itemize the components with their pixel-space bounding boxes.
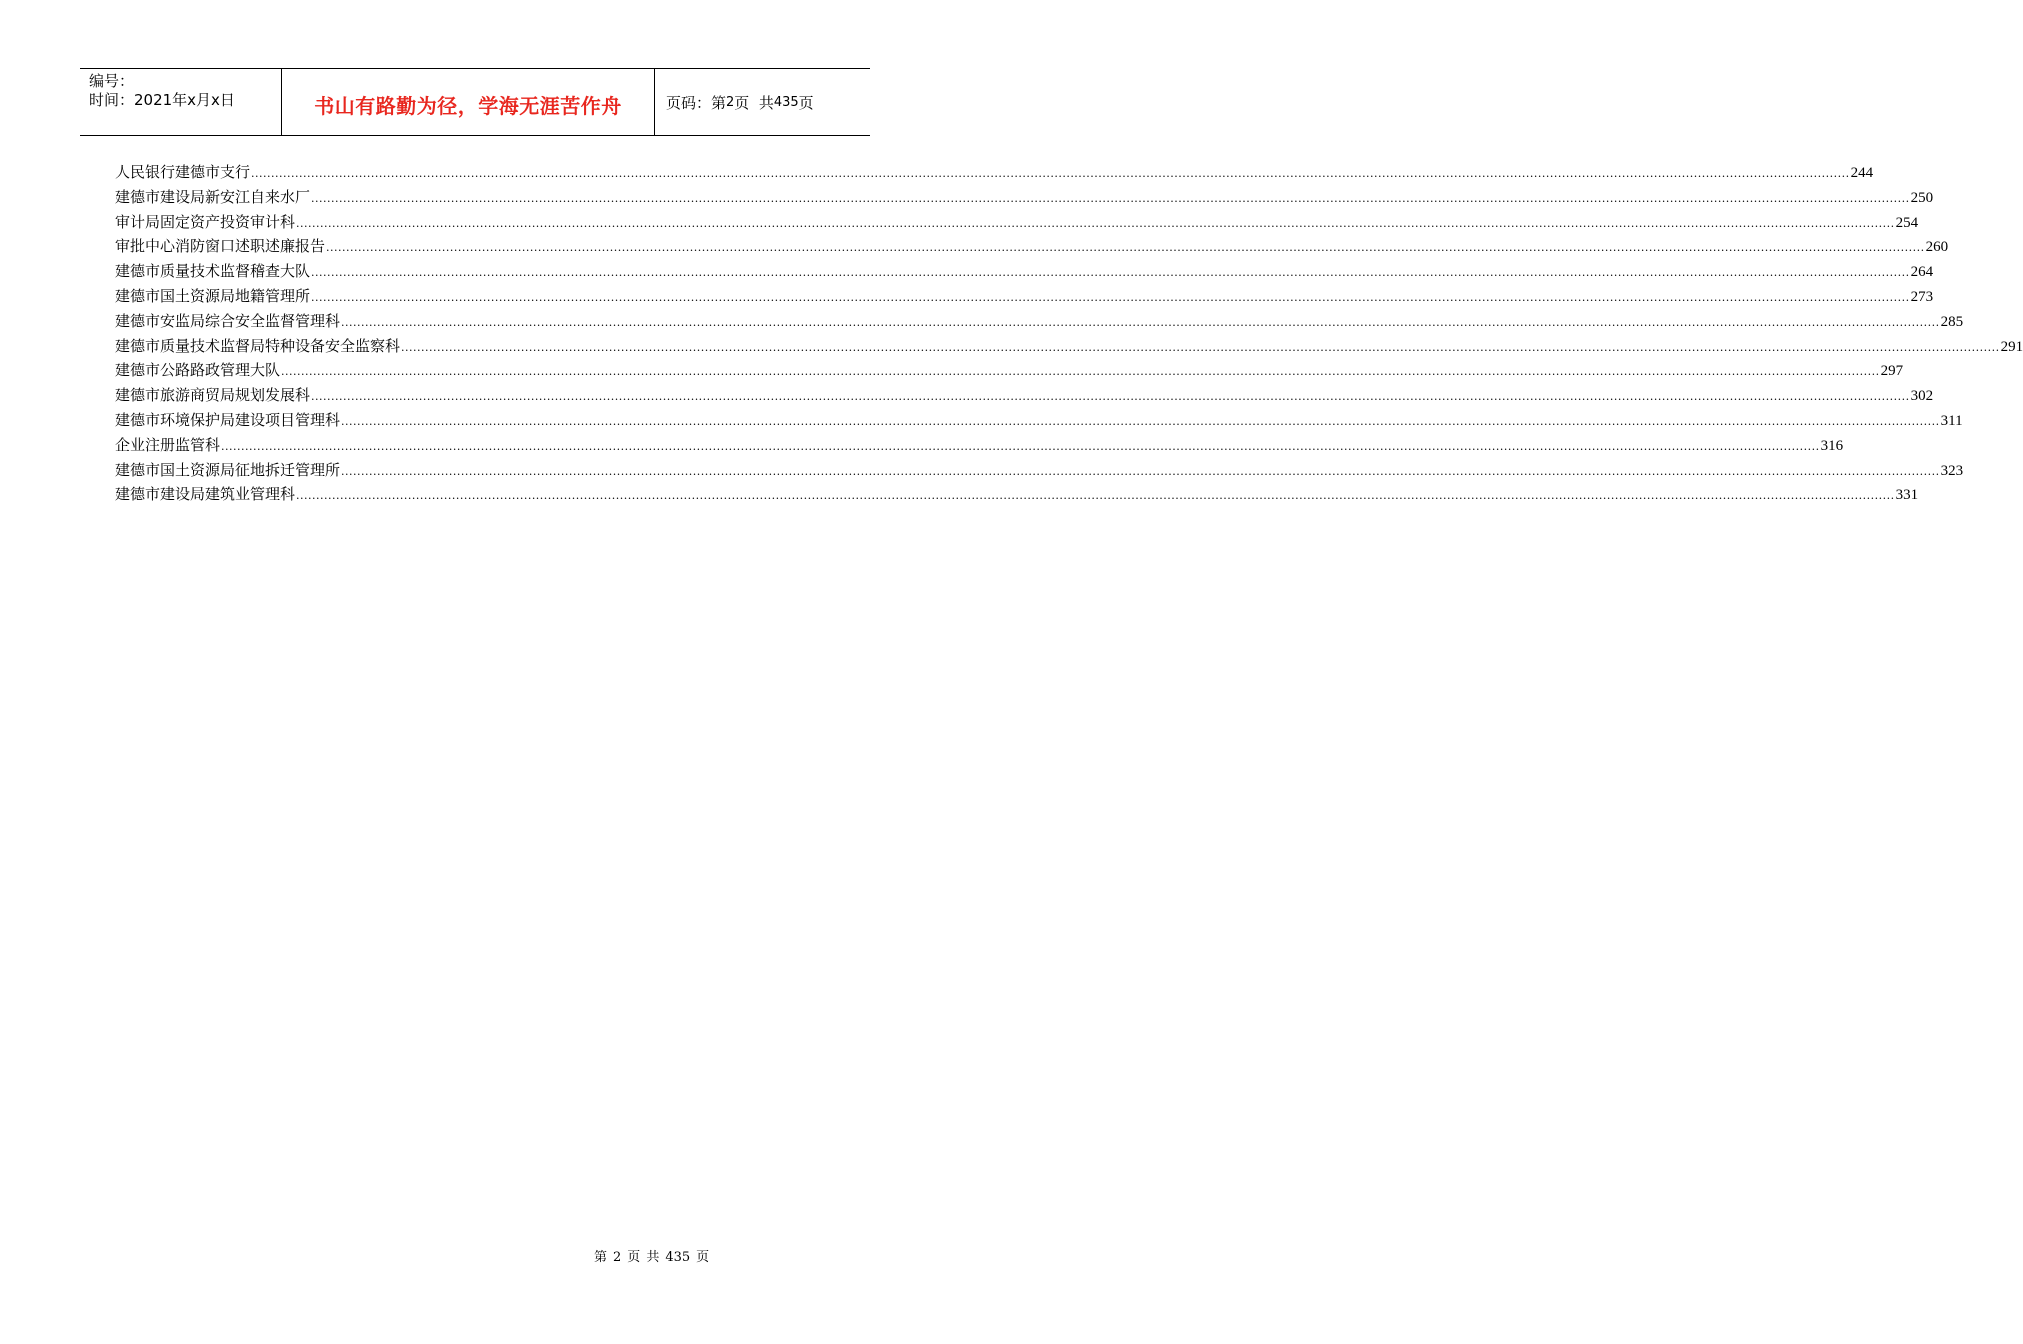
header-motto-cell xyxy=(282,69,655,135)
toc-entry-page: 260 xyxy=(1925,239,1949,256)
toc-entry[interactable] xyxy=(115,185,1934,210)
toc-entry[interactable] xyxy=(115,383,1934,408)
toc-dot-leader: ................................................................................................................................................................................................................................................................................................................................................................................................................ xyxy=(251,167,1850,180)
toc-entry-title: 建德市建设局新安江自来水厂 xyxy=(115,187,311,206)
toc-entry[interactable] xyxy=(115,334,2023,359)
header-page-cell xyxy=(655,69,870,135)
footer-current-page: 2 xyxy=(613,1250,622,1265)
toc-dot-leader: ................................................................................................................................................................................................................................................................................................................................................................................................................ xyxy=(401,340,2000,354)
toc-dot-leader: ................................................................................................................................................................................................................................................................................................................................................................................................................ xyxy=(341,414,1940,428)
page-header xyxy=(80,68,870,136)
toc-entry-page: 302 xyxy=(1910,388,1934,405)
footer-word-ye-end: 页 xyxy=(696,1250,710,1265)
toc-entry[interactable] xyxy=(115,458,1964,483)
toc-entry-title: 审计局固定资产投资审计科 xyxy=(115,212,296,231)
toc-entry-title: 建德市国土资源局地籍管理所 xyxy=(115,286,311,305)
toc-entry[interactable] xyxy=(115,210,1919,235)
toc-entry-title: 审批中心消防窗口述职述廉报告 xyxy=(115,237,326,256)
toc-entry-title: 建德市公路路政管理大队 xyxy=(115,361,281,380)
footer-word-ye: 页 xyxy=(627,1250,641,1265)
toc-entry-title: 建德市环境保护局建设项目管理科 xyxy=(115,410,341,429)
footer-word-gong: 共 xyxy=(646,1250,660,1265)
toc-entry-title: 人民银行建德市支行 xyxy=(115,163,251,181)
serial-label: 编号： xyxy=(89,72,135,90)
toc-dot-leader: ................................................................................................................................................................................................................................................................................................................................................................................................................ xyxy=(311,390,1910,404)
toc-entry[interactable] xyxy=(115,309,1964,334)
toc-entry-page: 291 xyxy=(2000,338,2023,355)
footer-total-pages: 435 xyxy=(665,1250,691,1265)
toc-entry[interactable] xyxy=(115,482,1919,507)
toc-entry-title: 建德市旅游商贸局规划发展科 xyxy=(115,386,311,405)
toc-entry[interactable] xyxy=(115,408,1963,433)
toc-entry-page: 273 xyxy=(1910,288,1934,305)
page-middle: 页 共 xyxy=(734,93,774,112)
toc-entry-title: 建德市安监局综合安全监督管理科 xyxy=(115,311,341,330)
toc-entry[interactable] xyxy=(115,358,1904,383)
toc-entry[interactable] xyxy=(115,433,1844,458)
toc-entry-page: 254 xyxy=(1895,214,1919,231)
page-current: 2 xyxy=(726,94,735,110)
toc-entry-page: 264 xyxy=(1910,264,1934,281)
page-footer xyxy=(594,1246,715,1265)
time-label: 时间：2021年x月x日 xyxy=(89,91,235,109)
page-suffix: 页 xyxy=(798,93,814,112)
toc-entry-page: 316 xyxy=(1820,437,1844,454)
motto-text: 书山有路勤为径，学海无涯苦作舟 xyxy=(314,93,622,118)
toc-entry-page: 244 xyxy=(1850,165,1874,181)
toc-entry[interactable] xyxy=(115,284,1934,309)
toc-dot-leader: ................................................................................................................................................................................................................................................................................................................................................................................................................ xyxy=(311,266,1910,280)
toc-entry[interactable] xyxy=(115,259,1934,284)
toc-entry[interactable] xyxy=(115,234,1949,259)
toc-entry-page: 311 xyxy=(1940,412,1963,429)
toc-dot-leader: ................................................................................................................................................................................................................................................................................................................................................................................................................ xyxy=(221,439,1820,453)
toc-entry-title: 建德市建设局建筑业管理科 xyxy=(115,485,296,504)
toc-dot-leader: ................................................................................................................................................................................................................................................................................................................................................................................................................ xyxy=(326,241,1925,255)
toc-dot-leader: ................................................................................................................................................................................................................................................................................................................................................................................................................ xyxy=(296,216,1895,230)
header-info-cell xyxy=(80,69,282,135)
toc-dot-leader: ................................................................................................................................................................................................................................................................................................................................................................................................................ xyxy=(341,464,1940,478)
toc-dot-leader: ................................................................................................................................................................................................................................................................................................................................................................................................................ xyxy=(311,290,1910,304)
toc-entry-title: 建德市质量技术监督局特种设备安全监察科 xyxy=(115,336,401,355)
toc-entry-title: 建德市国土资源局征地拆迁管理所 xyxy=(115,460,341,479)
table-of-contents xyxy=(115,160,2023,507)
toc-entry-page: 331 xyxy=(1895,487,1919,504)
toc-entry-title: 企业注册监管科 xyxy=(115,435,221,454)
toc-entry-title: 建德市质量技术监督稽查大队 xyxy=(115,262,311,281)
toc-entry-page: 297 xyxy=(1880,363,1904,380)
toc-entry[interactable] xyxy=(115,160,1874,185)
page-total: 435 xyxy=(773,94,799,110)
toc-dot-leader: ................................................................................................................................................................................................................................................................................................................................................................................................................ xyxy=(311,191,1910,205)
toc-dot-leader: ................................................................................................................................................................................................................................................................................................................................................................................................................ xyxy=(281,365,1880,379)
page-prefix: 页码：第 xyxy=(666,93,727,112)
toc-dot-leader: ................................................................................................................................................................................................................................................................................................................................................................................................................ xyxy=(296,489,1895,503)
footer-word-di: 第 xyxy=(594,1250,608,1265)
toc-entry-page: 250 xyxy=(1910,189,1934,206)
toc-entry-page: 323 xyxy=(1940,462,1964,479)
toc-dot-leader: ................................................................................................................................................................................................................................................................................................................................................................................................................ xyxy=(341,315,1940,329)
toc-entry-page: 285 xyxy=(1940,313,1964,330)
